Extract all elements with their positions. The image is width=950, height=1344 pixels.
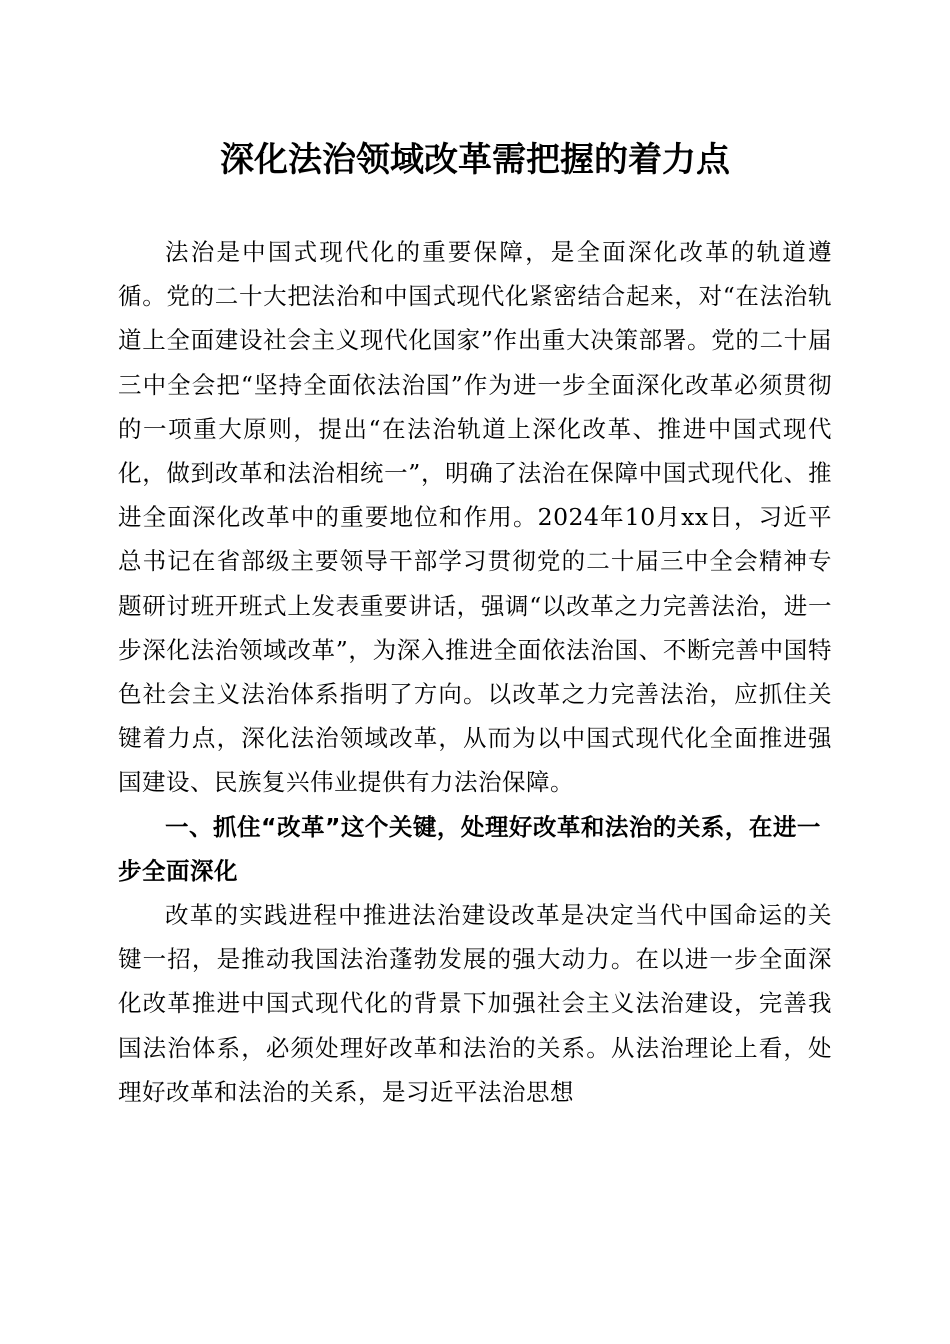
intro-paragraph: 法治是中国式现代化的重要保障，是全面深化改革的轨道遵循。党的二十大把法治和中国式现代化紧密结合起来，对“在法治轨道上全面建设社会主义现代化国家”作出重大决策部署。党的二十届三中全会把“坚持全面依法治国”作为进一步全面深化改革必须贯彻的一项重大原则，提出“在法治轨道上深化改革、推进中国式现代化，做到改革和法治相统一”，明确了法治在保障中国式现代化、推进全面深化改革中的重要地位和作用。2024年10月xx日，习近平总书记在省部级主要领导干部学习贯彻党的二十届三中全会精神专题研讨班开班式上发表重要讲话，强调“以改革之力完善法治，进一步深化法治领域改革”，为深入推进全面依法治国、不断完善中国特色社会主义法治体系指明了方向。以改革之力完善法治，应抓住关键着力点，深化法治领域改革，从而为以中国式现代化全面推进强国建设、民族复兴伟业提供有力法治保障。 [118,238,832,797]
document-title: 深化法治领域改革需把握的着力点 [220,140,730,180]
section-heading-1: 一、抓住“改革”这个关键，处理好改革和法治的关系，在进一步全面深化 [118,812,821,885]
section-paragraph-1: 改革的实践进程中推进法治建设改革是决定当代中国命运的关键一招，是推动我国法治蓬勃发展的强大动力。在以进一步全面深化改革推进中国式现代化的背景下加强社会主义法治建设，完善我国法治体系，必须处理好改革和法治的关系。从法治理论上看，处理好改革和法治的关系，是习近平法治思想 [118,901,832,1106]
document-body [118,230,832,1114]
